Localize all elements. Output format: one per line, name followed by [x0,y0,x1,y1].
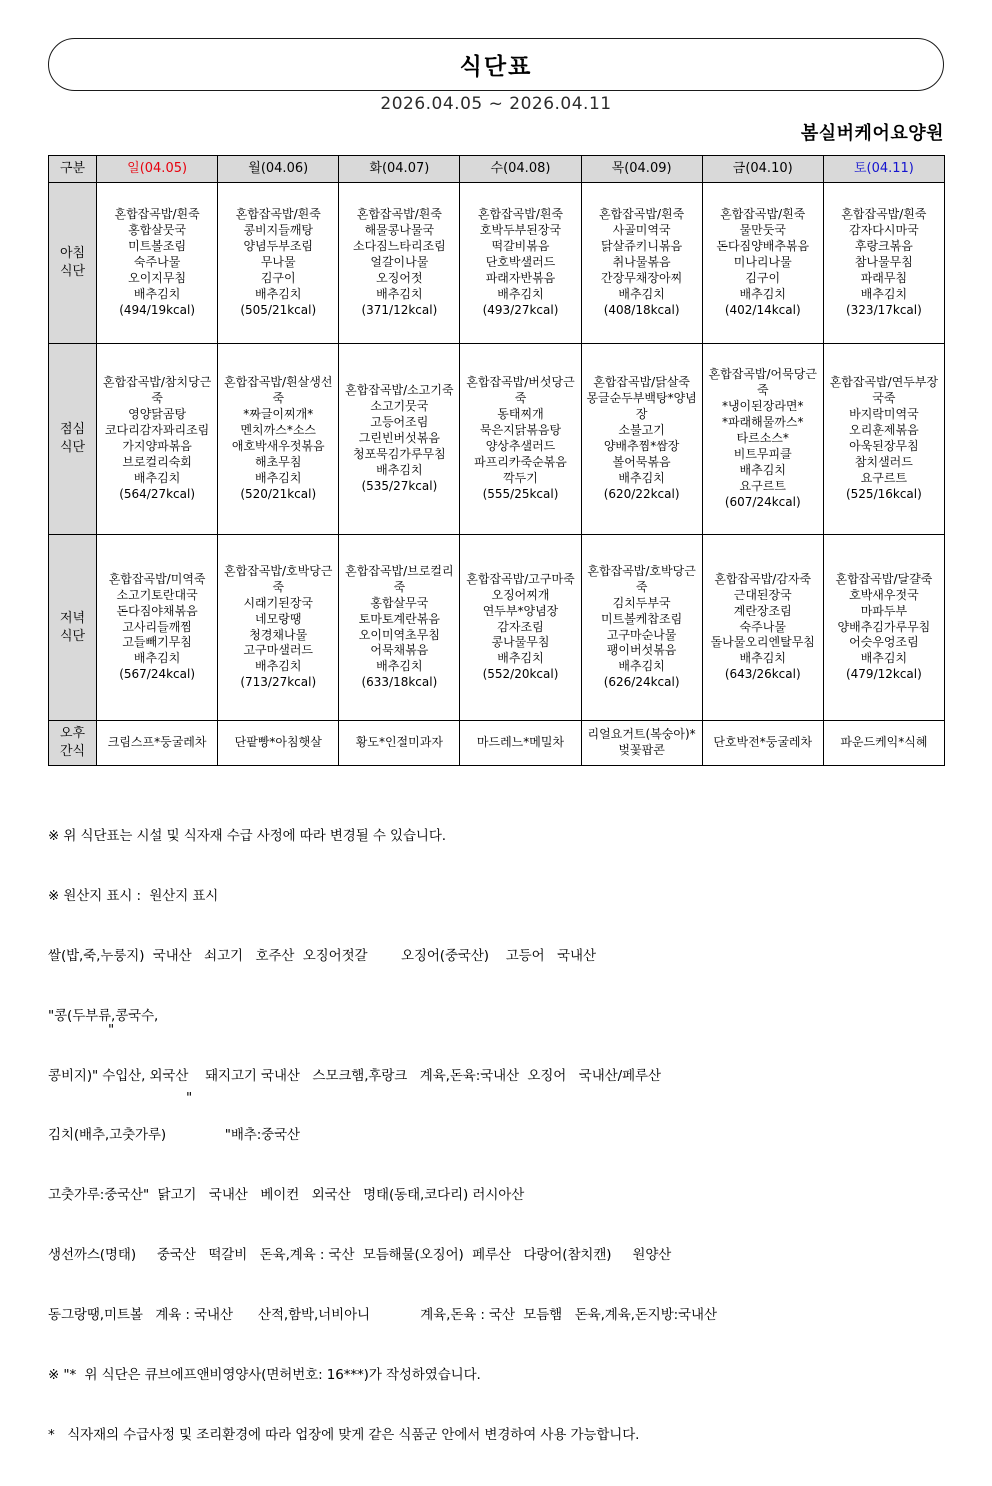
meal-lunch-sat [823,344,944,535]
menu-item: (520/21kcal) [240,486,317,501]
note-line-change-policy: ※ 위 식단표는 시설 및 식자재 수급 사정에 따라 변경될 수 있습니다. [48,827,446,844]
row-label-breakfast [49,183,97,344]
menu-item: (564/27kcal) [119,486,196,501]
menu-item: 고등어조림 [370,415,429,430]
note-line-origin-kimchi: 김치(배추,고춧가루) "배추:중국산 [48,1127,300,1144]
menu-item: 요구르트 [860,470,908,485]
row-label-dinner [49,535,97,721]
meal-lunch-tue [339,344,460,535]
snack-sat: 파운드케익*식혜 [823,721,944,766]
page-title: 식단표 [459,54,533,80]
menu-item: 팽이버섯볶음 [606,643,677,658]
row-label-line-1: 저녁 [59,610,86,626]
meal-lunch-wed [460,344,581,535]
date-range: 2026.04.05 ~ 2026.04.11 [380,94,612,114]
meal-dinner-fri [702,535,823,721]
menu-item: 타르소스* [736,431,789,446]
snack-wed: 마드레느*메밀차 [460,721,581,766]
weekly-menu-table [48,155,945,766]
menu-item: 배추김치 [860,286,908,301]
menu-item: 혼합잡곡밥/연두부장국죽 [829,375,939,406]
menu-item: 숙주나물 [739,619,786,634]
note-line-origin-meatball: 동그랑땡,미트볼 계육 : 국내산 산적,함박,너비아니 계육,돈육 : 국산 모듬햄 돈육,계육,돈지방:국내산 [48,1307,717,1324]
snack-sun: 크림스프*둥굴레차 [97,721,218,766]
menu-item: 미트볼케찹조림 [601,611,683,626]
menu-item: (408/18kcal) [603,302,680,317]
menu-item: 숙주나물 [133,255,181,270]
menu-item: 어슷우엉조림 [849,635,919,650]
menu-item: 배추김치 [376,286,423,301]
menu-item: 근대된장국 [733,587,792,602]
menu-item: 돌나물오리엔탈무침 [710,635,815,650]
menu-item: 파래자반볶음 [485,270,556,285]
menu-item: 배추김치 [255,470,302,485]
menu-item: 배추김치 [376,462,423,477]
menu-item: 배추김치 [739,651,786,666]
menu-item: 동태찌개 [497,407,544,422]
table-row-breakfast [49,183,945,344]
menu-item: 호박새우젓국 [849,587,919,602]
meal-lunch-thu [581,344,702,535]
meal-breakfast-tue [339,183,460,344]
menu-item: 애호박새우젓볶음 [231,439,325,453]
menu-item: 콩나물무침 [491,635,550,650]
meal-lunch-sun [97,344,218,535]
menu-item: (535/27kcal) [361,478,438,493]
meal-breakfast-sat [823,183,944,344]
header-label-division: 구분 [49,156,97,183]
row-label-line-2: 식단 [59,264,86,279]
note-line-origin-rice: 쌀(밥,죽,누룽지) 국내산 쇠고기 호주산 오징어젓갈 오징어(중국산) 고등어 국내산 [48,947,596,964]
table-row-dinner [49,535,945,721]
menu-item: 청포묵김가루무침 [352,446,446,461]
menu-item: 돈다짐야채볶음 [116,603,198,618]
row-label-line-2: 간식 [59,744,86,759]
menu-item: 혼합잡곡밥/흰죽 [720,207,806,222]
row-label-line-1: 아침 [59,246,86,262]
meal-breakfast-sun [97,183,218,344]
menu-item: 청경채나물 [249,627,308,642]
menu-item: 시래기된장국 [243,595,314,610]
menu-item: 혼합잡곡밥/미역죽 [108,571,206,586]
menu-item: 파프리카죽순볶음 [474,454,567,469]
menu-item: *짜글이찌개* [243,407,314,422]
menu-item: 배추김치 [618,470,665,485]
menu-item: 호박두부된장국 [479,223,562,238]
row-label-line-2: 식단 [59,628,86,644]
menu-item: 혼합잡곡밥/흰살생선죽 [224,375,333,406]
row-label-lunch [49,344,97,535]
meal-lunch-fri [702,344,823,535]
menu-item: 깍두기 [503,470,538,485]
menu-item: 혼합잡곡밥/흰죽 [356,207,442,222]
menu-item: 혼합잡곡밥/달걀죽 [835,571,933,586]
note-line-origin-pepper: 고춧가루:중국산" 닭고기 국내산 베이컨 외국산 명태(동태,코다리) 러시아산 [48,1187,525,1204]
menu-item: 요구르트 [739,478,786,493]
meal-breakfast-fri [702,183,823,344]
menu-item: 혼합잡곡밥/호박당근죽 [587,563,696,594]
menu-item: 배추김치 [133,651,181,666]
menu-item: 브로컬리숙회 [122,454,192,469]
menu-item: (643/26kcal) [724,667,801,682]
menu-item: 배추김치 [255,659,302,674]
menu-item: 감자다시마국 [849,223,919,238]
menu-item: 배추김치 [255,286,302,301]
menu-item: 취나물볶음 [612,255,671,270]
menu-item: (567/24kcal) [119,667,196,682]
menu-item: (555/25kcal) [482,486,559,501]
menu-item: (626/24kcal) [603,675,680,690]
facility-name: 봄실버케어요양원 [800,123,944,144]
table-row-lunch [49,344,945,535]
menu-item: 혼합잡곡밥/호박당근죽 [224,563,333,594]
menu-item: 해초무침 [255,454,302,469]
menu-item: 볼어묵볶음 [612,454,671,469]
menu-item: 오징어찌개 [491,587,550,602]
menu-item: 혼합잡곡밥/흰죽 [841,207,927,222]
menu-item: 토마토계란볶음 [358,611,440,626]
menu-item: 닭살쥬키니볶음 [601,239,683,254]
menu-item: 후랑크볶음 [854,239,913,254]
menu-item: 양배추찜*쌈장 [603,439,680,453]
note-line-substitution: * 식자재의 수급사정 및 조리환경에 따라 업장에 맞게 같은 식품군 안에서 변경하여 사용 가능합니다. [48,1427,640,1443]
menu-item: 감자조림 [497,619,544,634]
note-line-origin-bean-open: "콩(두부류,콩국수, [48,1007,159,1024]
menu-item: 연두부*양념장 [482,603,559,618]
menu-item: 미트볼조림 [128,239,187,254]
meal-breakfast-wed [460,183,581,344]
snack-fri: 단호박전*둥굴레차 [702,721,823,766]
menu-item: (505/21kcal) [240,302,317,317]
menu-item: 혼합잡곡밥/버섯당근죽 [466,375,575,406]
note-line-origin-fish: 생선까스(명태) 중국산 떡갈비 돈육,계육 : 국산 모듬해물(오징어) 페루산 다랑어(참치캔) 원양산 [48,1247,672,1264]
menu-item: 홍합살무국 [370,595,429,610]
menu-item: 양배추김가루무침 [837,619,931,634]
menu-item: 배추김치 [376,659,423,674]
menu-item: (494/19kcal) [119,302,196,317]
menu-item: (607/24kcal) [724,494,801,509]
menu-item: 간장무채장아찌 [601,270,683,285]
menu-item: 영양닭곰탕 [128,407,187,422]
menu-item: 소고기뭇국 [370,399,429,414]
menu-item: 배추김치 [497,286,544,301]
meal-breakfast-thu [581,183,702,344]
menu-item: (620/22kcal) [603,486,680,501]
row-label-line-1: 오후 [59,726,86,742]
header-day-sun: 일(04.05) [97,156,218,183]
menu-item: 혼합잡곡밥/고구마죽 [466,571,575,586]
row-label-line-1: 점심 [59,422,86,438]
menu-item: 고구마순나물 [606,627,677,642]
menu-item: 소고기토란대국 [116,587,198,602]
menu-item: (402/14kcal) [724,302,801,317]
menu-item: (323/17kcal) [845,302,922,317]
menu-item: 배추김치 [133,470,181,485]
menu-item: 돈다짐양배추볶음 [716,239,810,254]
menu-item: 배추김치 [618,659,665,674]
menu-item: 네모랑땡 [255,611,302,626]
menu-item: 바지락미역국 [849,407,919,422]
menu-item: 혼합잡곡밥/감자죽 [714,571,812,586]
meal-lunch-mon [218,344,339,535]
note-line-dietitian: ※ "* 위 식단은 큐브에프앤비영양사(면허번호: 16***)가 작성하였습니다. [48,1367,481,1384]
menu-item: 물만둣국 [739,223,786,238]
menu-item: (493/27kcal) [482,302,559,317]
menu-item: (552/20kcal) [482,667,559,682]
menu-item: 어묵채볶음 [370,643,429,658]
menu-item: 계란장조림 [733,603,792,618]
menu-item: (371/12kcal) [361,302,438,317]
menu-item: 배추김치 [739,286,786,301]
header-day-fri: 금(04.10) [702,156,823,183]
menu-item: (479/12kcal) [845,667,922,682]
snack-tue: 황도*인절미과자 [339,721,460,766]
meal-dinner-tue [339,535,460,721]
menu-item: 소불고기 [618,423,665,438]
menu-item: 오리훈제볶음 [849,423,919,438]
menu-item: 코다리감자꽈리조림 [104,423,210,438]
menu-item: 그린빈버섯볶음 [358,431,440,446]
header-day-tue: 화(04.07) [339,156,460,183]
menu-item: 혼합잡곡밥/흰죽 [114,207,200,222]
menu-item: 얼갈이나물 [370,255,429,270]
menu-item: 가지양파볶음 [122,439,192,453]
menu-item: 아욱된장무침 [849,439,919,453]
menu-item: 양념두부조림 [243,239,314,254]
snack-mon: 단팥빵*아침햇살 [218,721,339,766]
trailing-quote-mark-1: " [108,1022,115,1038]
menu-item: 오징어젓 [376,270,423,285]
menu-item: 혼합잡곡밥/흰죽 [235,207,321,222]
menu-item: 묵은지닭볶음탕 [479,423,562,438]
menu-item: 배추김치 [739,462,786,477]
menu-item: 혼합잡곡밥/닭살죽 [593,375,690,390]
menu-item: 혼합잡곡밥/흰죽 [477,207,564,222]
menu-item: 해물콩나물국 [364,223,435,238]
meal-breakfast-mon [218,183,339,344]
menu-item: 배추김치 [497,651,544,666]
menu-item: 혼합잡곡밥/브로컬리죽 [345,563,454,594]
menu-item: 혼합잡곡밥/참치당근죽 [102,375,212,406]
menu-item: 콩비지들깨탕 [243,223,314,238]
header-day-sat: 토(04.11) [823,156,944,183]
menu-item: *냉이된장라면* [721,399,804,414]
menu-item: 고사리들깨찜 [122,619,192,634]
row-label-line-2: 식단 [59,440,86,455]
menu-item: *파래해물까스* [721,415,804,430]
menu-item: 배추김치 [133,286,181,301]
menu-item: 양상추샐러드 [485,439,556,453]
meal-dinner-thu [581,535,702,721]
menu-item: (525/16kcal) [845,486,922,501]
menu-item: 무나물 [260,255,296,270]
menu-item: 고구마샐러드 [243,643,314,658]
menu-item: 단호박샐러드 [485,255,556,270]
menu-item: 참나물무침 [854,255,913,270]
meal-dinner-mon [218,535,339,721]
menu-item: 비트무피클 [733,446,792,461]
footer-notes [48,787,958,1486]
menu-item: 고들빼기무침 [122,635,192,650]
menu-item: 김구이 [745,270,781,285]
header-day-thu: 목(04.09) [581,156,702,183]
trailing-quote-mark-2: " [186,1090,193,1106]
menu-item: 파래무침 [860,270,908,285]
menu-item: 혼합잡곡밥/흰죽 [599,207,685,222]
header-day-wed: 수(04.08) [460,156,581,183]
menu-item: 멘치까스*소스 [240,423,317,438]
menu-item: 참치샐러드 [854,454,913,469]
title-banner [48,38,944,91]
meal-dinner-sun [97,535,218,721]
menu-item: (633/18kcal) [361,675,438,690]
menu-item: 소다짐느타리조림 [352,239,446,254]
row-label-snack [49,721,97,766]
snack-thu: 리얼요거트(복숭아)*벚꽃팝콘 [581,721,702,766]
meal-dinner-wed [460,535,581,721]
menu-item: 혼합잡곡밥/어묵당근죽 [708,367,817,398]
menu-item: 몽글순두부백탕*양념장 [586,391,697,422]
menu-item: 마파두부 [860,603,908,618]
menu-item: 혼합잡곡밥/소고기죽 [345,383,454,398]
menu-item: 미나리나물 [733,255,792,270]
menu-item: 배추김치 [860,651,908,666]
header-day-mon: 월(04.06) [218,156,339,183]
menu-item: 김치두부국 [612,595,671,610]
meal-dinner-sat [823,535,944,721]
menu-item: 떡갈비볶음 [491,239,550,254]
menu-item: 오이지무침 [128,270,187,285]
menu-item: 홍합살뭇국 [128,223,187,238]
table-row-snack [49,721,945,766]
note-line-origin-bean-close: 콩비지)" 수입산, 외국산 돼지고기 국내산 스모크햄,후랑크 계육,돈육:국내산 오징어 국내산/페루산 [48,1067,661,1084]
menu-item: 배추김치 [618,286,665,301]
menu-item: (713/27kcal) [240,675,317,690]
menu-item: 김구이 [260,270,296,285]
table-header-row [49,156,945,183]
menu-item: 오이미역초무침 [358,627,440,642]
menu-item: 사골미역국 [612,223,671,238]
note-line-origin-header: ※ 원산지 표시 : 원산지 표시 [48,887,219,904]
